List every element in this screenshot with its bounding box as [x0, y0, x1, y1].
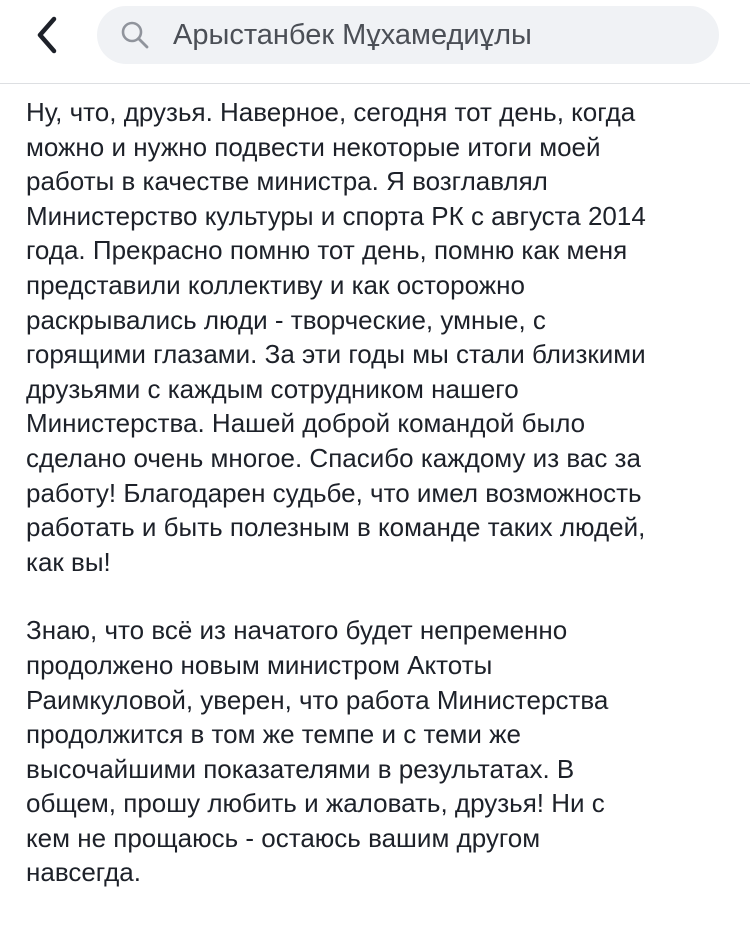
search-icon — [119, 19, 151, 51]
top-bar — [0, 0, 750, 84]
post-body — [26, 95, 726, 890]
post-paragraph: Ну, что, друзья. Наверное, сегодня тот день, когда можно и нужно подвести некоторые итоги моей работы в качестве министра. Я возглавлял Министерство культуры и спорта РК с августа 2014 года. Прекрасно помню тот день, помню как меня представили коллективу и как осторожно раскрывались люди - творческие, умные, с горящими глазами. За эти годы мы стали близкими друзьями с каждым сотрудником нашего Министерства. Нашей доброй командой было сделано очень многое. Спасибо каждому из вас за работу! Благодарен судьбе, что имел возможность работать и быть полезным в команде таких людей, как вы! — [26, 97, 646, 577]
back-button[interactable] — [22, 10, 72, 60]
post-paragraph: Знаю, что всё из начатого будет непременно продолжено новым министром Актоты Раимкуловой, уверен, что работа Министерства продолжится в том же темпе и с теми же высочайшими показателями в результатах. В общем, прошу любить и жаловать, друзья! Ни с кем не прощаюсь - остаюсь вашим другом навсегда. — [26, 615, 609, 888]
chevron-left-icon — [35, 15, 59, 55]
search-query-text: Арыстанбек Мұхамедиұлы — [173, 18, 532, 51]
search-input[interactable] — [97, 6, 719, 64]
